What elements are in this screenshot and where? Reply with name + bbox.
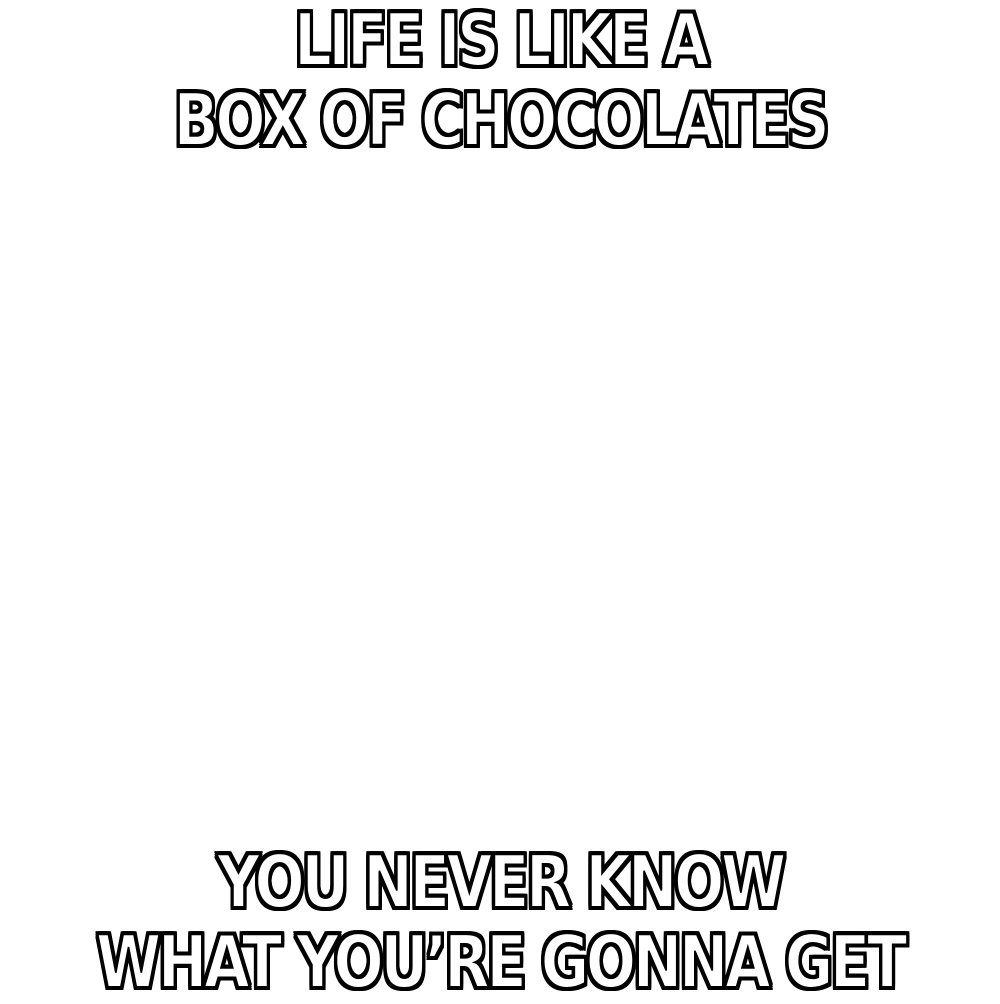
top-caption-line-1: LIFE IS LIKE A bbox=[294, 0, 706, 82]
bottom-caption-line-2: WHAT YOU’RE GONNA GET bbox=[96, 920, 904, 1004]
top-caption bbox=[90, 0, 910, 160]
bottom-caption bbox=[90, 842, 910, 1002]
top-caption-line-2: BOX OF CHOCOLATES bbox=[173, 78, 827, 162]
bottom-caption-line-1: YOU NEVER KNOW bbox=[217, 840, 783, 924]
